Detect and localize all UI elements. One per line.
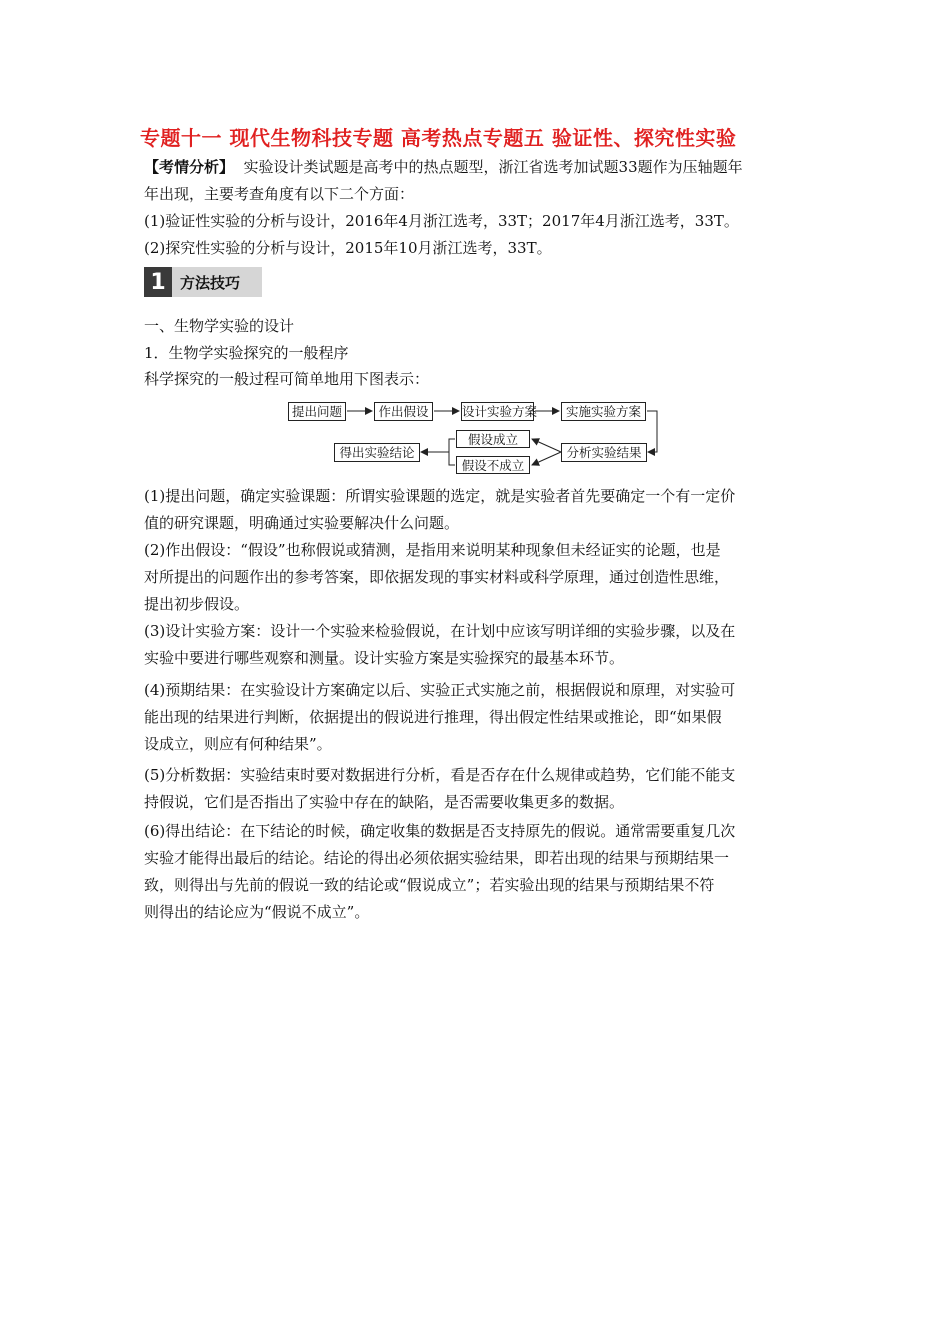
paragraph-line: (4)预期结果：在实验设计方案确定以后、实验正式实施之前，根据假说和原理，对实验可 (144, 681, 736, 699)
diagram-intro: 科学探究的一般过程可简单地用下图表示： (144, 370, 430, 388)
flow-diagram (286, 396, 666, 476)
analysis-text-2: 年出现，主要考查角度有以下二个方面： (144, 185, 415, 203)
heading-design: 一、生物学实验的设计 (144, 317, 295, 335)
paragraph-line: 值的研究课题，明确通过实验要解决什么问题。 (144, 514, 460, 532)
flow-branch-yes: 假设成立 (456, 430, 530, 448)
paragraph-line: 实验中要进行哪些观察和测量。设计实验方案是实验探究的最基本环节。 (144, 649, 625, 667)
arrow-4-5 (647, 411, 657, 452)
analysis-item-2: (2)探究性实验的分析与设计，2015年10月浙江选考，33T。 (144, 239, 552, 257)
section-title: 方法技巧 (172, 267, 262, 297)
flow-step-hypothesis: 作出假设 (374, 402, 433, 421)
paragraph-line: (5)分析数据：实验结束时要对数据进行分析，看是否存在什么规律或趋势，它们能不能支 (144, 766, 736, 784)
paragraph-line: 对所提出的问题作出的参考答案，即依据发现的事实材料或科学原理，通过创造性思维， (144, 568, 730, 586)
heading-procedure: 1．生物学实验探究的一般程序 (144, 344, 349, 362)
document-title: 专题十一 现代生物科技专题 高考热点专题五 验证性、探究性实验 (140, 126, 737, 150)
flow-branch-no: 假设不成立 (456, 456, 530, 474)
paragraph-line: 致，则得出与先前的假说一致的结论或“假说成立”；若实验出现的结果与预期结果不符 (144, 876, 715, 894)
section-number: 1 (144, 267, 172, 297)
flow-step-analyze: 分析实验结果 (561, 443, 647, 462)
analysis-line-1 (144, 154, 810, 181)
paragraph-line: 实验才能得出最后的结论。结论的得出必须依据实验结果，即若出现的结果与预期结果一 (144, 849, 730, 867)
flow-step-design: 设计实验方案 (462, 404, 538, 419)
paragraph-line: (2)作出假设：“假设”也称假说或猜测，是指用来说明某种现象但未经证实的论题，也是 (144, 541, 721, 559)
paragraph-line: 能出现的结果进行判断，依据提出的假说进行推理，得出假定性结果或推论，即“如果假 (144, 708, 722, 726)
flow-step-implement: 实施实验方案 (561, 402, 646, 421)
paragraph-line: 则得出的结论应为“假说不成立”。 (144, 903, 370, 921)
paragraph-line: 提出初步假设。 (144, 595, 250, 613)
arrow-5-no (532, 452, 561, 465)
section-header (144, 267, 262, 297)
branch-bracket (449, 439, 455, 465)
paragraph-line: (1)提出问题，确定实验课题：所谓实验课题的选定，就是实验者首先要确定一个有一定价 (144, 487, 736, 505)
paragraph-line: 设成立，则应有何种结果”。 (144, 735, 332, 753)
paragraph-line: (6)得出结论：在下结论的时候，确定收集的数据是否支持原先的假说。通常需要重复几次 (144, 822, 736, 840)
analysis-item-1: (1)验证性实验的分析与设计，2016年4月浙江选考，33T；2017年4月浙江选考，33T。 (144, 212, 739, 230)
analysis-text-1: 实验设计类试题是高考中的热点题型，浙江省选考加试题33题作为压轴题年 (234, 158, 743, 176)
paragraph-line: (3)设计实验方案：设计一个实验来检验假说，在计划中应该写明详细的实验步骤，以及在 (144, 622, 736, 640)
flow-step-conclusion: 得出实验结论 (334, 443, 420, 462)
analysis-tag: 【考情分析】 (144, 158, 235, 176)
paragraph-line: 持假说，它们是否指出了实验中存在的缺陷，是否需要收集更多的数据。 (144, 793, 625, 811)
arrow-5-yes (532, 439, 561, 452)
flow-step-ask: 提出问题 (288, 402, 346, 421)
